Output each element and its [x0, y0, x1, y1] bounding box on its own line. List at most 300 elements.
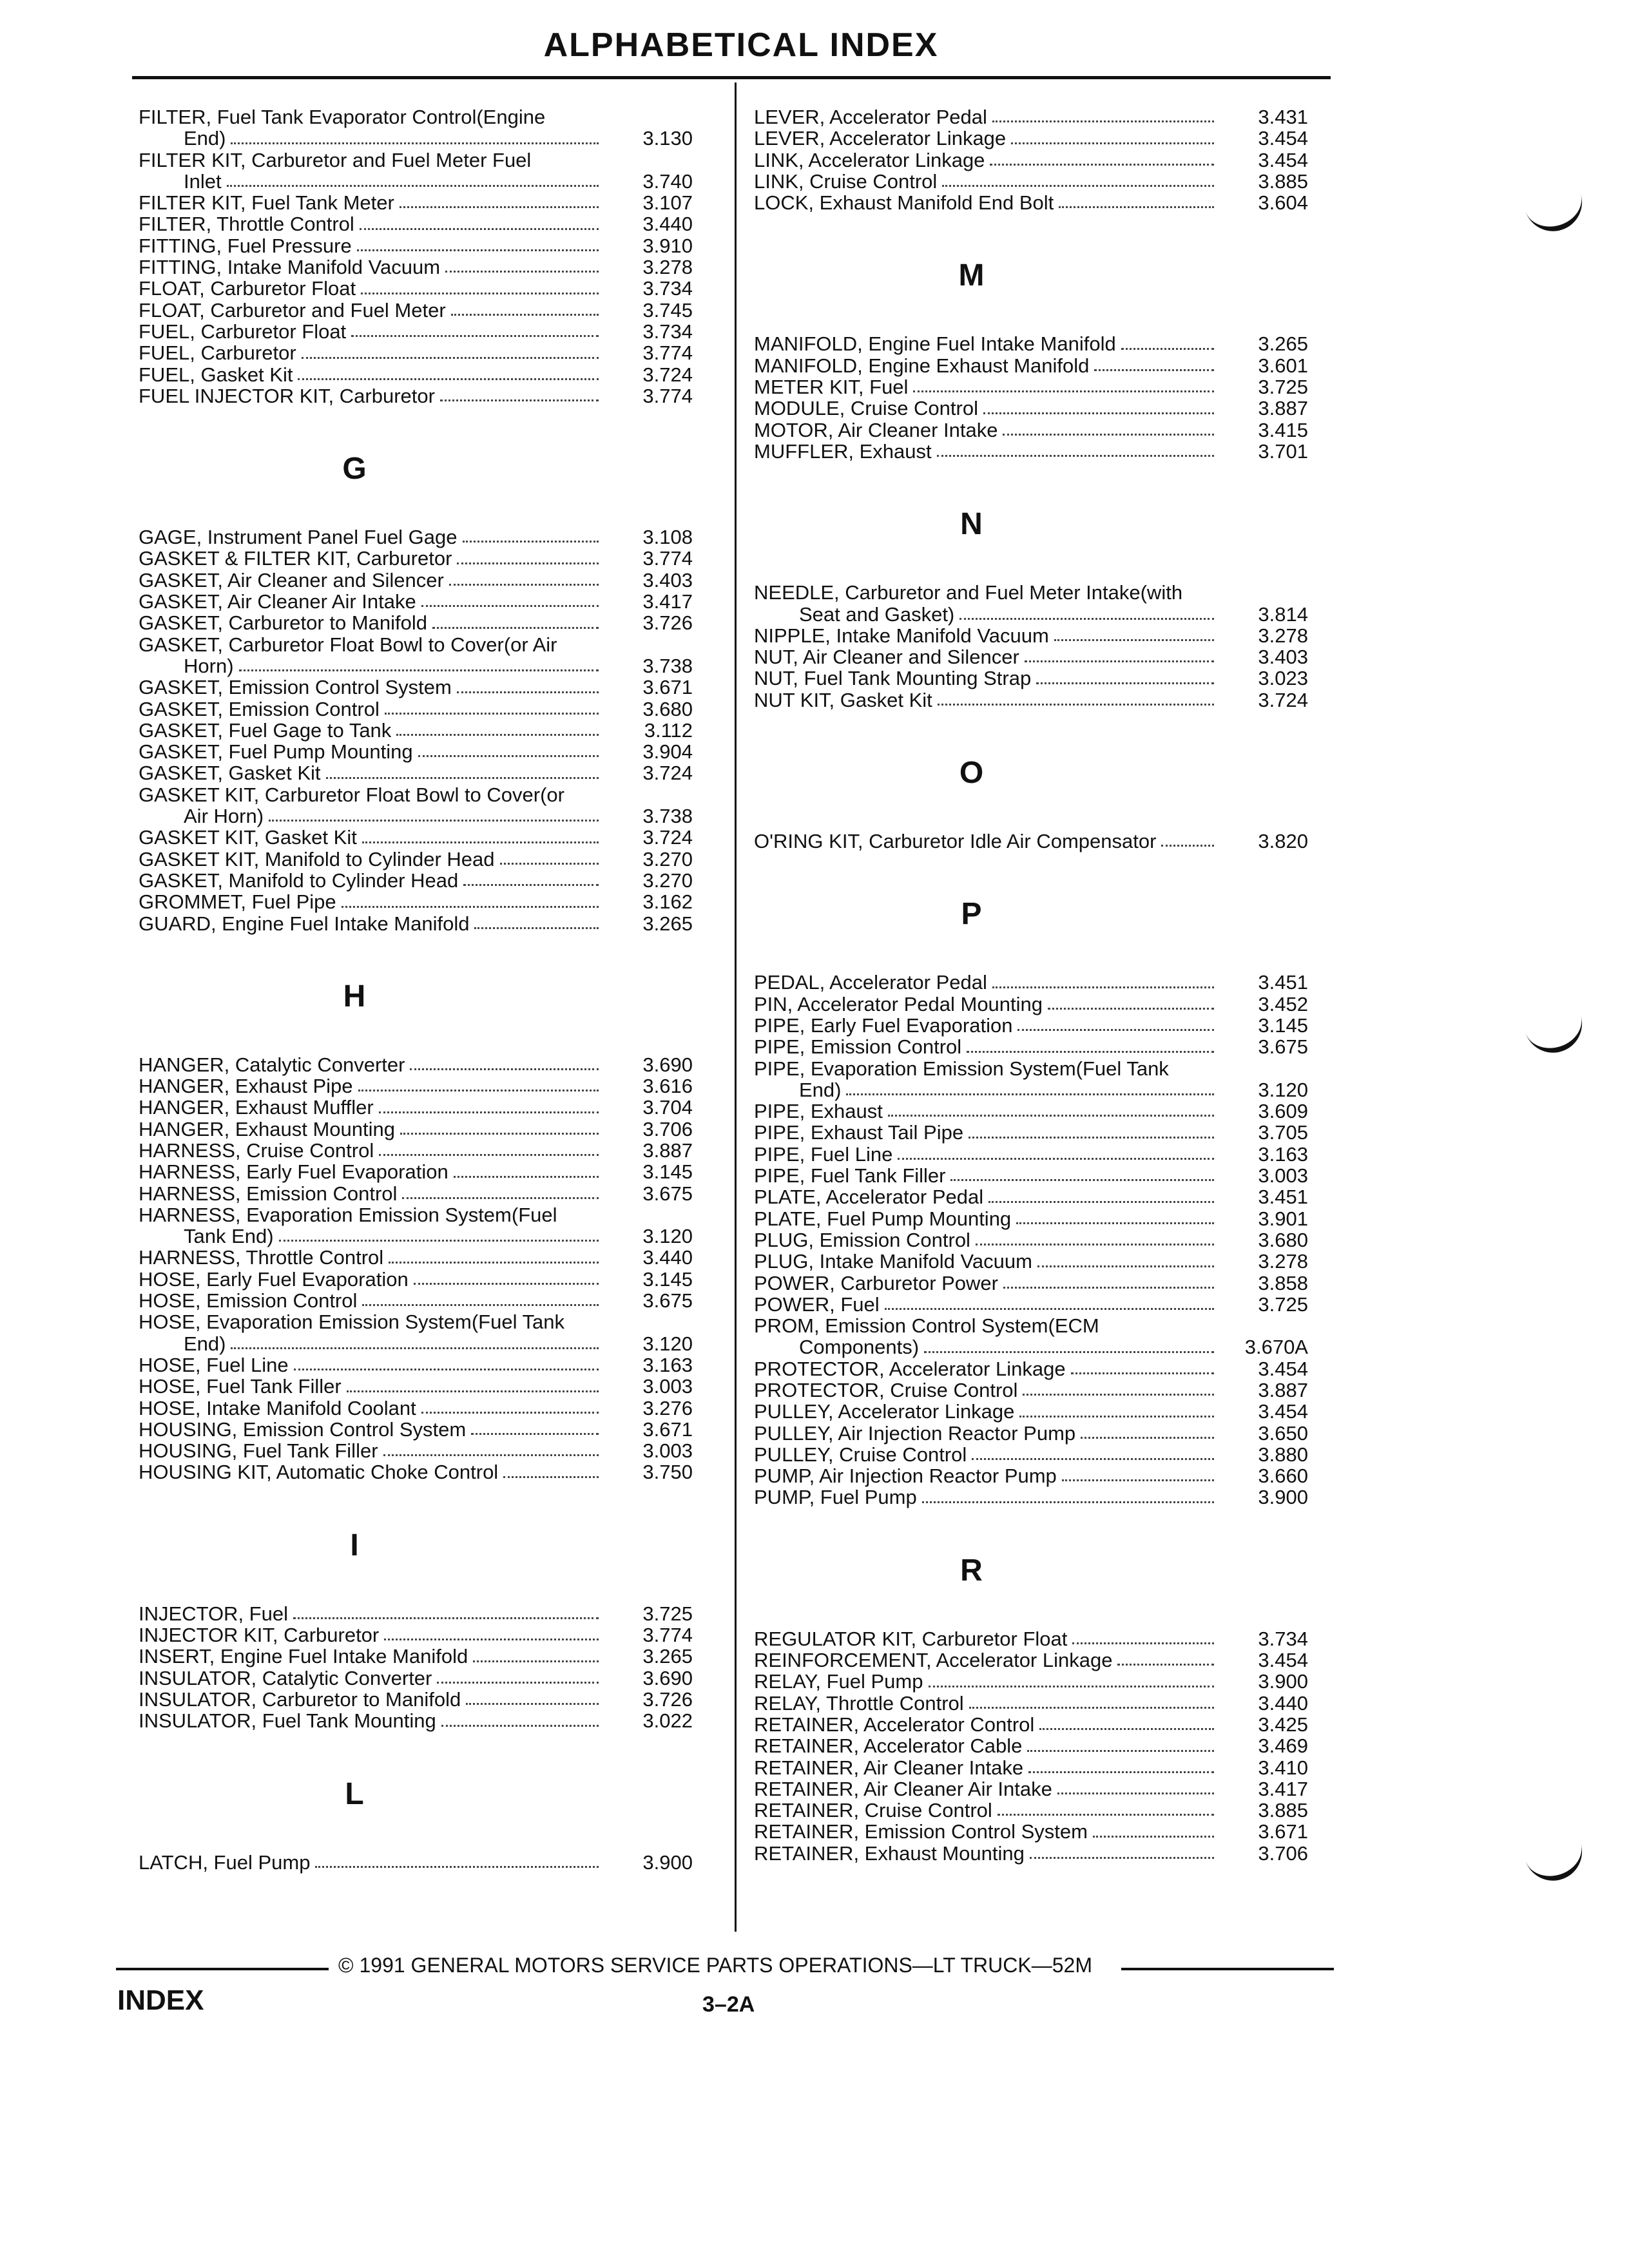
entry-page-ref: 3.120	[1258, 1078, 1308, 1101]
index-entry	[754, 398, 1350, 419]
entry-label-continuation	[754, 604, 1218, 625]
entry-text	[754, 1379, 1218, 1401]
index-entry	[754, 1649, 1350, 1671]
entry-text	[139, 321, 602, 342]
entry-page-ref: 3.107	[642, 191, 693, 215]
leader-dots	[990, 164, 1214, 166]
entry-label: NUT, Air Cleaner and Silencer	[754, 646, 1019, 669]
entry-line	[139, 1461, 602, 1483]
entry-text	[139, 741, 602, 762]
leader-dots	[231, 142, 599, 144]
leader-dots	[922, 1501, 1214, 1503]
entry-label: PIN, Accelerator Pedal Mounting	[754, 992, 1043, 1015]
entry-text	[754, 376, 1218, 398]
entry-label: HARNESS, Cruise Control	[139, 1139, 374, 1162]
entry-label: HANGER, Exhaust Mounting	[139, 1117, 396, 1140]
index-entry	[139, 548, 731, 569]
entry-line	[754, 1186, 1218, 1207]
entry-page-ref: 3.725	[1258, 376, 1308, 399]
entry-page-ref: 3.680	[642, 697, 693, 720]
index-entry	[139, 385, 731, 407]
index-entry	[139, 1689, 731, 1710]
entry-label: MANIFOLD, Engine Fuel Intake Manifold	[754, 332, 1116, 356]
entry-line	[139, 1247, 602, 1268]
entry-line	[754, 441, 1218, 462]
leader-dots	[1017, 1029, 1214, 1031]
entry-page-ref: 3.724	[642, 826, 693, 849]
leader-dots	[449, 584, 599, 586]
index-entry	[754, 1315, 1350, 1358]
leader-dots	[1027, 1750, 1214, 1752]
entry-page-ref: 3.724	[642, 363, 693, 386]
entry-text	[754, 646, 1218, 668]
entry-label: POWER, Fuel	[754, 1293, 880, 1316]
entry-line	[139, 192, 602, 213]
index-entry	[754, 1465, 1350, 1486]
index-entry	[139, 1075, 731, 1097]
index-entry	[139, 364, 731, 385]
leader-dots	[269, 820, 599, 822]
index-entry	[139, 300, 731, 321]
entry-page-ref: 3.403	[642, 568, 693, 591]
leader-dots	[471, 1433, 599, 1435]
index-entry	[139, 677, 731, 698]
entry-page-ref: 3.880	[1258, 1443, 1308, 1466]
entry-text	[139, 762, 602, 783]
entry-text	[139, 1646, 602, 1667]
index-entry	[139, 1247, 731, 1268]
leader-dots	[998, 1814, 1214, 1816]
index-entry	[754, 1486, 1350, 1508]
entry-label: GASKET, Air Cleaner Air Intake	[139, 590, 416, 613]
entry-page-ref: 3.162	[642, 890, 693, 914]
entry-page-ref: 3.604	[1258, 191, 1308, 215]
entry-label: HANGER, Exhaust Muffler	[139, 1096, 374, 1119]
leader-dots	[342, 906, 599, 908]
entry-page-ref: 3.774	[642, 547, 693, 570]
index-entry	[139, 784, 731, 827]
leader-dots	[1011, 142, 1214, 144]
entry-text	[139, 385, 602, 407]
entry-label: HARNESS, Emission Control	[139, 1182, 398, 1205]
leader-dots	[959, 618, 1214, 620]
leader-dots	[924, 1351, 1214, 1353]
leader-dots	[1028, 1771, 1214, 1773]
entry-line	[139, 321, 602, 342]
index-entry	[139, 192, 731, 213]
index-entry	[139, 1376, 731, 1397]
entry-text	[139, 235, 602, 256]
leader-dots	[227, 185, 599, 187]
index-entry	[754, 1843, 1350, 1864]
entry-text	[139, 1440, 602, 1461]
index-entry	[139, 1398, 731, 1419]
leader-dots	[361, 293, 599, 294]
entry-label: INSULATOR, Fuel Tank Mounting	[139, 1709, 436, 1733]
index-entry	[754, 646, 1350, 668]
index-entry	[754, 419, 1350, 441]
entry-line	[754, 1144, 1218, 1165]
entry-page-ref: 3.706	[1258, 1841, 1308, 1865]
entry-label: GASKET, Carburetor Float Bowl to Cover(or Air	[139, 633, 557, 656]
entry-text	[139, 570, 602, 591]
entry-line	[139, 1161, 602, 1182]
entry-text	[754, 1628, 1218, 1649]
entry-label: MOTOR, Air Cleaner Intake	[754, 418, 998, 441]
entry-page-ref: 3.750	[642, 1461, 693, 1484]
entry-line	[754, 419, 1218, 441]
entry-label: GASKET & FILTER KIT, Carburetor	[139, 547, 452, 570]
entry-line	[139, 342, 602, 363]
leader-dots	[385, 713, 599, 715]
entry-text	[754, 625, 1218, 646]
entry-label: FITTING, Fuel Pressure	[139, 234, 352, 257]
leader-dots	[1054, 639, 1214, 641]
entry-label: GASKET, Fuel Pump Mounting	[139, 740, 413, 764]
leader-dots	[983, 412, 1214, 414]
entry-label: HOSE, Fuel Tank Filler	[139, 1375, 342, 1398]
index-entry	[139, 1440, 731, 1461]
index-entry	[754, 1423, 1350, 1444]
entry-page-ref: 3.901	[1258, 1207, 1308, 1230]
entry-page-ref: 3.145	[642, 1267, 693, 1291]
entry-line	[754, 646, 1218, 668]
entry-page-ref: 3.885	[1258, 1799, 1308, 1822]
entry-line	[754, 1036, 1218, 1057]
entry-label: INSULATOR, Catalytic Converter	[139, 1666, 432, 1689]
entry-line	[139, 1667, 602, 1689]
entry-text	[754, 1251, 1218, 1272]
entry-page-ref: 3.820	[1258, 830, 1308, 853]
entry-label: HOUSING, Emission Control System	[139, 1418, 467, 1441]
entry-line	[754, 398, 1218, 419]
leader-dots	[1121, 348, 1214, 350]
index-entry	[754, 1273, 1350, 1294]
entry-line	[139, 235, 602, 256]
entry-label: PIPE, Fuel Tank Filler	[754, 1164, 946, 1187]
leader-dots	[293, 1617, 599, 1619]
entry-page-ref: 3.690	[642, 1666, 693, 1689]
entry-page-ref: 3.887	[642, 1139, 693, 1162]
entry-line	[139, 720, 602, 741]
entry-text	[754, 1800, 1218, 1821]
entry-label: REGULATOR KIT, Carburetor Float	[754, 1627, 1068, 1650]
entry-label: INSERT, Engine Fuel Intake Manifold	[139, 1645, 468, 1668]
entry-page-ref: 3.734	[1258, 1627, 1308, 1650]
entry-label-cont: Inlet	[184, 169, 222, 193]
entry-text	[754, 441, 1218, 462]
index-entry	[754, 1401, 1350, 1422]
leader-dots	[445, 271, 599, 273]
entry-line	[139, 1398, 602, 1419]
entry-label: RETAINER, Accelerator Cable	[754, 1735, 1023, 1758]
leader-dots	[351, 335, 599, 337]
entry-page-ref: 3.680	[1258, 1228, 1308, 1251]
leader-dots	[885, 1308, 1214, 1310]
index-entry	[139, 1204, 731, 1247]
entry-line	[754, 668, 1218, 689]
entry-line	[754, 1465, 1218, 1486]
footer-copyright: © 1991 GENERAL MOTORS SERVICE PARTS OPERATIONS—LT TRUCK—52M	[338, 1954, 1092, 1977]
entry-line	[754, 192, 1218, 213]
entry-label: GASKET, Carburetor to Manifold	[139, 611, 427, 635]
entry-line	[139, 913, 602, 934]
entry-page-ref: 3.675	[1258, 1035, 1308, 1059]
entry-line	[139, 1354, 602, 1376]
leader-dots	[421, 1412, 599, 1414]
entry-page-ref: 3.431	[1258, 106, 1308, 128]
entry-line	[139, 1075, 602, 1097]
entry-text	[754, 1122, 1218, 1143]
entry-label: POWER, Carburetor Power	[754, 1271, 998, 1294]
leader-dots	[972, 1458, 1214, 1460]
leader-dots	[1036, 682, 1214, 684]
entry-page-ref: 3.690	[642, 1053, 693, 1076]
entry-label: RETAINER, Exhaust Mounting	[754, 1841, 1025, 1865]
leader-dots	[988, 1201, 1214, 1203]
footer-rule-right	[1121, 1968, 1334, 1970]
index-entry	[754, 1100, 1350, 1122]
index-entry	[754, 1358, 1350, 1379]
leader-dots	[294, 1369, 599, 1370]
entry-label: GASKET, Air Cleaner and Silencer	[139, 568, 444, 591]
entry-page-ref: 3.469	[1258, 1735, 1308, 1758]
entry-text	[754, 1315, 1218, 1358]
entry-page-ref: 3.701	[1258, 439, 1308, 463]
entry-text	[754, 1294, 1218, 1315]
leader-dots	[231, 1347, 599, 1349]
leader-dots	[357, 249, 599, 251]
entry-text	[139, 1689, 602, 1710]
entry-page-ref: 3.725	[1258, 1293, 1308, 1316]
entry-text	[754, 1757, 1218, 1778]
leader-dots	[463, 884, 599, 886]
index-entry	[754, 1294, 1350, 1315]
entry-page-ref: 3.451	[1258, 1186, 1308, 1209]
entry-label-cont: Air Horn)	[184, 805, 264, 828]
entry-text	[754, 1735, 1218, 1756]
entry-label: HANGER, Catalytic Converter	[139, 1053, 405, 1076]
index-entry	[139, 106, 731, 149]
index-entry	[754, 1015, 1350, 1036]
entry-text	[139, 634, 602, 677]
entry-text	[754, 419, 1218, 441]
entry-text	[139, 698, 602, 720]
entry-line	[139, 1603, 602, 1624]
entry-page-ref: 3.120	[642, 1225, 693, 1248]
entry-label-continuation	[139, 171, 602, 192]
index-entry	[754, 1693, 1350, 1714]
index-entry	[139, 1269, 731, 1290]
entry-label: LOCK, Exhaust Manifold End Bolt	[754, 191, 1054, 215]
leader-dots	[473, 1660, 599, 1662]
entry-page-ref: 3.726	[642, 1687, 693, 1711]
index-entry	[754, 1229, 1350, 1251]
entry-label: RELAY, Fuel Pump	[754, 1670, 923, 1693]
entry-text	[754, 831, 1218, 852]
entry-page-ref: 3.774	[642, 384, 693, 407]
entry-page-ref: 3.725	[642, 1602, 693, 1625]
leader-dots	[379, 1111, 599, 1113]
entry-label: PIPE, Exhaust	[754, 1100, 883, 1123]
index-entry	[754, 1379, 1350, 1401]
entry-text	[754, 149, 1218, 171]
leader-dots	[969, 1137, 1214, 1139]
entry-line	[139, 1290, 602, 1311]
entry-label: FILTER KIT, Fuel Tank Meter	[139, 191, 394, 215]
index-entry	[754, 1208, 1350, 1229]
entry-text	[139, 364, 602, 385]
entry-line	[754, 1379, 1218, 1401]
entry-line	[754, 1821, 1218, 1842]
entry-label: GASKET KIT, Gasket Kit	[139, 826, 357, 849]
entry-page-ref: 3.671	[1258, 1820, 1308, 1843]
leader-dots	[1062, 1479, 1214, 1481]
index-entry	[754, 128, 1350, 149]
entry-page-ref: 3.145	[1258, 1014, 1308, 1037]
leader-dots	[400, 1133, 599, 1135]
entry-text	[139, 300, 602, 321]
entry-page-ref: 3.454	[1258, 127, 1308, 150]
leader-dots	[347, 1390, 599, 1392]
entry-text	[754, 1144, 1218, 1165]
leader-dots	[360, 228, 599, 230]
entry-page-ref: 3.616	[642, 1075, 693, 1098]
entry-line	[754, 1423, 1218, 1444]
entry-line	[139, 1852, 602, 1873]
entry-label: REINFORCEMENT, Accelerator Linkage	[754, 1649, 1113, 1672]
entry-label-cont: End)	[184, 127, 226, 150]
entry-page-ref: 3.130	[642, 127, 693, 150]
leader-dots	[929, 1686, 1215, 1687]
entry-text	[139, 1667, 602, 1689]
entry-line	[139, 213, 602, 235]
entry-label: HOSE, Intake Manifold Coolant	[139, 1396, 416, 1419]
leader-dots	[1093, 1836, 1214, 1838]
entry-label: GASKET KIT, Manifold to Cylinder Head	[139, 847, 495, 870]
binder-hole-mark	[1523, 1835, 1590, 1888]
index-entry	[139, 321, 731, 342]
entry-label: O'RING KIT, Carburetor Idle Air Compensator	[754, 830, 1157, 853]
entry-text	[754, 398, 1218, 419]
leader-dots	[454, 1176, 599, 1178]
entry-text	[754, 1671, 1218, 1692]
leader-dots	[463, 541, 599, 543]
entry-text	[139, 106, 602, 149]
entry-line	[754, 1486, 1218, 1508]
index-entry	[139, 827, 731, 848]
leader-dots	[1019, 1416, 1214, 1418]
entry-page-ref: 3.454	[1258, 1649, 1308, 1672]
leader-dots	[1003, 1287, 1214, 1289]
entry-label-cont: Components)	[799, 1336, 920, 1359]
entry-label: HOSE, Evaporation Emission System(Fuel Tank	[139, 1311, 565, 1334]
entry-text	[139, 1119, 602, 1140]
entry-label: GASKET, Emission Control	[139, 697, 380, 720]
entry-page-ref: 3.706	[642, 1117, 693, 1140]
index-entry	[754, 1735, 1350, 1756]
entry-text	[139, 1054, 602, 1075]
entry-line	[754, 1757, 1218, 1778]
leader-dots	[396, 734, 599, 736]
index-entry	[754, 1251, 1350, 1272]
leader-dots	[1059, 206, 1214, 208]
index-entry	[139, 278, 731, 299]
footer-rule-left	[116, 1968, 329, 1970]
index-entry	[754, 441, 1350, 462]
entry-line	[139, 741, 602, 762]
entry-line	[139, 570, 602, 591]
entry-label: INJECTOR, Fuel	[139, 1602, 288, 1625]
index-entry	[754, 689, 1350, 711]
entry-line	[139, 1097, 602, 1118]
entry-page-ref: 3.601	[1258, 354, 1308, 377]
entry-text	[139, 591, 602, 612]
entry-line	[139, 256, 602, 278]
entry-label-continuation	[139, 655, 602, 677]
leader-dots	[1057, 1792, 1214, 1794]
entry-label: FILTER KIT, Carburetor and Fuel Meter Fuel	[139, 148, 532, 171]
entry-label: FUEL, Carburetor Float	[139, 320, 347, 343]
entry-page-ref: 3.814	[1258, 602, 1308, 626]
entry-label: PEDAL, Accelerator Pedal	[754, 971, 987, 994]
leader-dots	[279, 1240, 599, 1242]
entry-label: HOSE, Emission Control	[139, 1289, 358, 1312]
index-entry	[754, 1671, 1350, 1692]
index-entry	[139, 1097, 731, 1118]
index-entry	[139, 149, 731, 193]
index-entry	[139, 741, 731, 762]
entry-line	[754, 1800, 1218, 1821]
section-letter-m: M	[958, 258, 985, 293]
leader-dots	[410, 1068, 599, 1070]
entry-line	[754, 1628, 1218, 1649]
entry-page-ref: 3.451	[1258, 971, 1308, 994]
entry-label: HARNESS, Throttle Control	[139, 1246, 384, 1269]
index-entry	[754, 1628, 1350, 1649]
index-entry	[754, 149, 1350, 171]
index-entry	[139, 213, 731, 235]
entry-text	[754, 1714, 1218, 1735]
leader-dots	[358, 1090, 599, 1091]
entry-text	[139, 677, 602, 698]
entry-line	[754, 1693, 1218, 1714]
entry-line	[754, 1122, 1218, 1143]
entry-label: INSULATOR, Carburetor to Manifold	[139, 1687, 461, 1711]
leader-dots	[239, 669, 599, 671]
entry-label: HOSE, Early Fuel Evaporation	[139, 1267, 409, 1291]
entry-text	[139, 1269, 602, 1290]
entry-label-cont: Horn)	[184, 654, 234, 677]
entry-label: FUEL, Carburetor	[139, 341, 296, 365]
entry-page-ref: 3.900	[642, 1850, 693, 1874]
entry-text	[754, 1058, 1218, 1101]
entry-page-ref: 3.858	[1258, 1271, 1308, 1294]
entry-line	[139, 1376, 602, 1397]
index-entry	[139, 1354, 731, 1376]
binder-hole-mark	[1523, 1007, 1590, 1061]
entry-text	[754, 1015, 1218, 1036]
entry-page-ref: 3.887	[1258, 1378, 1308, 1401]
right-column	[754, 106, 1350, 1864]
leader-dots	[503, 1476, 599, 1478]
entry-page-ref: 3.704	[642, 1096, 693, 1119]
entry-page-ref: 3.410	[1258, 1756, 1308, 1779]
entry-label: GROMMET, Fuel Pipe	[139, 890, 336, 914]
entry-label-continuation	[754, 1079, 1218, 1100]
leader-dots	[414, 1283, 599, 1285]
index-entry	[139, 526, 731, 548]
